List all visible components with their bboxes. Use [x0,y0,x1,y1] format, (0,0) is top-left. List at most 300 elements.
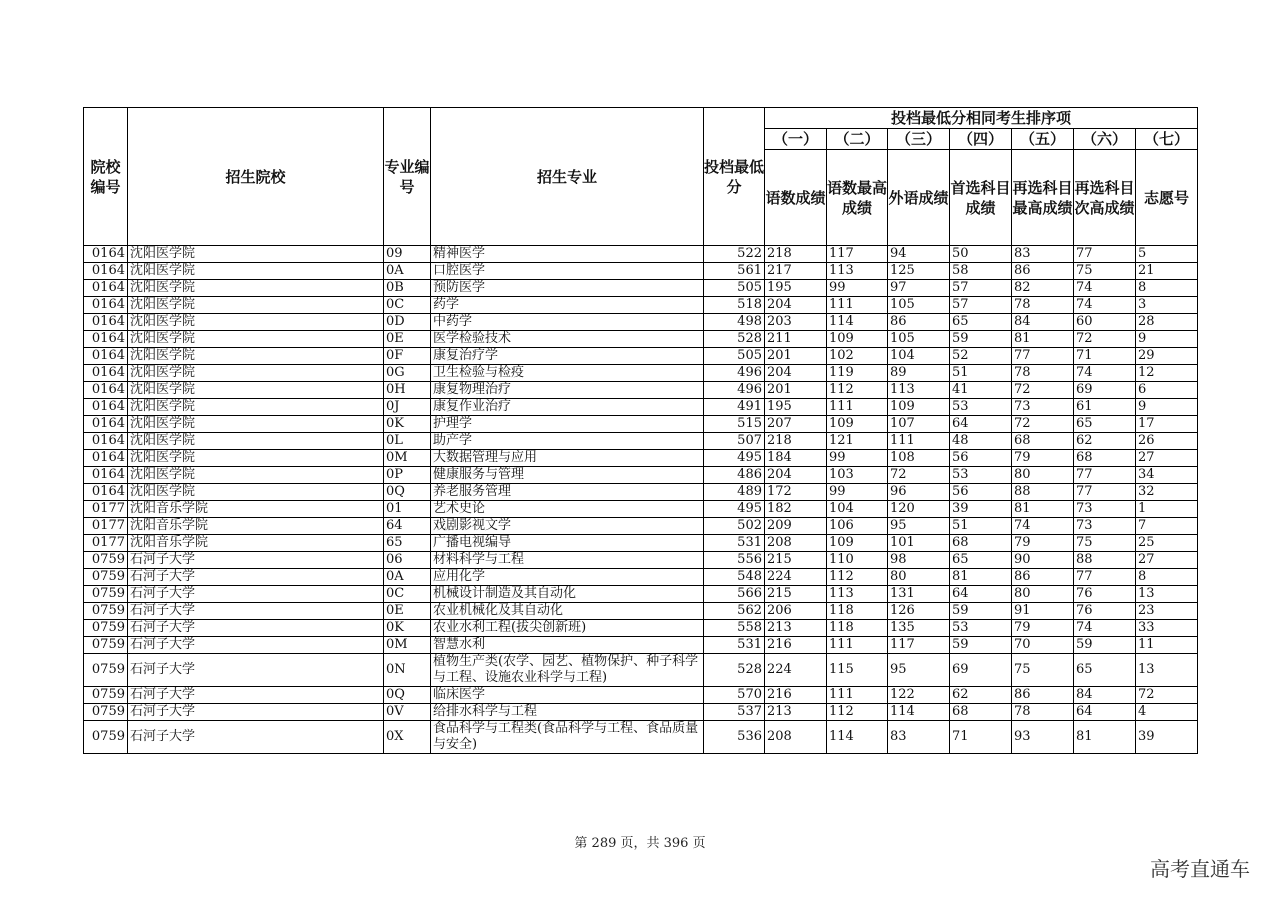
cell-min-score: 505 [704,348,765,365]
cell-school-name: 沈阳音乐学院 [128,501,384,518]
cell-score-1: 184 [765,450,827,467]
cell-min-score: 562 [704,603,765,620]
table-row [84,280,1198,297]
cell-score-4: 64 [950,416,1012,433]
cell-score-1: 201 [765,382,827,399]
cell-score-6: 81 [1074,721,1136,754]
cell-score-3: 108 [888,450,950,467]
cell-school-code: 0164 [84,484,128,501]
cell-score-6: 75 [1074,263,1136,280]
cell-score-6: 69 [1074,382,1136,399]
cell-min-score: 505 [704,280,765,297]
cell-major-name: 农业机械化及其自动化 [431,603,704,620]
cell-score-2: 111 [827,297,888,314]
cell-score-3: 95 [888,518,950,535]
cell-score-5: 86 [1012,569,1074,586]
cell-score-6: 71 [1074,348,1136,365]
cell-major-code: 0C [384,586,431,603]
cell-score-2: 109 [827,535,888,552]
cell-score-7: 13 [1136,586,1198,603]
cell-score-1: 204 [765,365,827,382]
cell-major-code: 01 [384,501,431,518]
cell-major-name: 材料科学与工程 [431,552,704,569]
table-row [84,620,1198,637]
cell-score-5: 80 [1012,586,1074,603]
cell-score-6: 61 [1074,399,1136,416]
cell-major-name: 助产学 [431,433,704,450]
cell-school-name: 沈阳医学院 [128,314,384,331]
cell-score-3: 96 [888,484,950,501]
cell-score-2: 110 [827,552,888,569]
cell-score-2: 102 [827,348,888,365]
cell-score-5: 72 [1012,382,1074,399]
cell-score-2: 114 [827,314,888,331]
header-min-score: 投档最低分 [704,108,765,246]
cell-major-name: 康复治疗学 [431,348,704,365]
cell-score-5: 86 [1012,687,1074,704]
table-row [84,416,1198,433]
cell-score-2: 112 [827,569,888,586]
cell-score-4: 56 [950,484,1012,501]
cell-score-1: 215 [765,552,827,569]
cell-score-4: 57 [950,280,1012,297]
cell-major-code: 0J [384,399,431,416]
cell-score-3: 104 [888,348,950,365]
table-row [84,535,1198,552]
cell-score-6: 77 [1074,569,1136,586]
cell-score-6: 74 [1074,297,1136,314]
cell-school-code: 0164 [84,314,128,331]
cell-major-name: 农业水利工程(拔尖创新班) [431,620,704,637]
cell-score-2: 112 [827,382,888,399]
cell-score-6: 65 [1074,416,1136,433]
cell-school-name: 石河子大学 [128,721,384,754]
cell-score-6: 73 [1074,518,1136,535]
cell-score-4: 41 [950,382,1012,399]
cell-school-name: 石河子大学 [128,586,384,603]
cell-score-1: 201 [765,348,827,365]
cell-major-code: 0A [384,569,431,586]
cell-score-7: 33 [1136,620,1198,637]
cell-school-code: 0164 [84,331,128,348]
cell-score-1: 208 [765,535,827,552]
cell-score-4: 53 [950,467,1012,484]
cell-score-7: 7 [1136,518,1198,535]
header-order-1: （一） [765,129,827,150]
cell-min-score: 496 [704,382,765,399]
table-row [84,484,1198,501]
cell-major-code: 64 [384,518,431,535]
cell-major-code: 0N [384,654,431,687]
cell-score-7: 27 [1136,450,1198,467]
cell-score-5: 90 [1012,552,1074,569]
cell-score-4: 65 [950,314,1012,331]
cell-score-5: 81 [1012,331,1074,348]
cell-score-3: 89 [888,365,950,382]
table-row [84,518,1198,535]
table-row [84,399,1198,416]
cell-major-name: 机械设计制造及其自动化 [431,586,704,603]
cell-min-score: 498 [704,314,765,331]
cell-score-4: 62 [950,687,1012,704]
cell-min-score: 496 [704,365,765,382]
cell-score-5: 68 [1012,433,1074,450]
cell-score-2: 99 [827,484,888,501]
cell-score-3: 122 [888,687,950,704]
cell-score-2: 103 [827,467,888,484]
cell-score-5: 88 [1012,484,1074,501]
cell-major-name: 预防医学 [431,280,704,297]
cell-school-code: 0759 [84,687,128,704]
cell-score-5: 74 [1012,518,1074,535]
cell-score-6: 75 [1074,535,1136,552]
cell-score-4: 39 [950,501,1012,518]
cell-major-code: 0D [384,314,431,331]
cell-score-1: 224 [765,569,827,586]
cell-score-1: 204 [765,467,827,484]
table-row [84,382,1198,399]
cell-min-score: 518 [704,297,765,314]
cell-school-code: 0164 [84,467,128,484]
cell-score-3: 126 [888,603,950,620]
cell-score-1: 216 [765,637,827,654]
cell-major-name: 健康服务与管理 [431,467,704,484]
cell-score-1: 195 [765,280,827,297]
cell-score-7: 32 [1136,484,1198,501]
table-row [84,331,1198,348]
table-row [84,552,1198,569]
cell-major-code: 0H [384,382,431,399]
header-order-7: （七） [1136,129,1198,150]
cell-score-3: 97 [888,280,950,297]
cell-min-score: 566 [704,586,765,603]
cell-score-5: 75 [1012,654,1074,687]
cell-score-5: 70 [1012,637,1074,654]
table-row [84,348,1198,365]
cell-school-code: 0759 [84,552,128,569]
cell-score-5: 86 [1012,263,1074,280]
cell-school-code: 0759 [84,637,128,654]
cell-score-1: 217 [765,263,827,280]
cell-score-7: 12 [1136,365,1198,382]
cell-major-name: 应用化学 [431,569,704,586]
cell-score-4: 65 [950,552,1012,569]
cell-score-4: 58 [950,263,1012,280]
cell-score-2: 113 [827,263,888,280]
cell-score-6: 77 [1074,484,1136,501]
cell-score-7: 26 [1136,433,1198,450]
header-order-3: （三） [888,129,950,150]
cell-major-code: 0Q [384,484,431,501]
cell-score-6: 76 [1074,603,1136,620]
cell-score-4: 53 [950,399,1012,416]
header-order-5: （五） [1012,129,1074,150]
table-header [84,108,1198,246]
cell-score-1: 216 [765,687,827,704]
cell-score-1: 206 [765,603,827,620]
header-col-1: 语数成绩 [765,150,827,246]
cell-score-4: 57 [950,297,1012,314]
cell-min-score: 522 [704,246,765,263]
cell-score-2: 111 [827,399,888,416]
cell-min-score: 531 [704,637,765,654]
cell-major-name: 给排水科学与工程 [431,704,704,721]
cell-score-5: 73 [1012,399,1074,416]
cell-major-name: 中药学 [431,314,704,331]
cell-school-code: 0759 [84,620,128,637]
cell-school-name: 沈阳医学院 [128,484,384,501]
table-row [84,569,1198,586]
cell-major-name: 广播电视编导 [431,535,704,552]
cell-score-2: 117 [827,246,888,263]
cell-major-name: 药学 [431,297,704,314]
cell-major-code: 0K [384,416,431,433]
cell-score-7: 27 [1136,552,1198,569]
cell-score-5: 79 [1012,535,1074,552]
cell-score-2: 114 [827,721,888,754]
cell-min-score: 528 [704,331,765,348]
cell-score-3: 113 [888,382,950,399]
cell-school-name: 石河子大学 [128,603,384,620]
admission-table [83,107,1198,754]
cell-score-5: 78 [1012,704,1074,721]
cell-score-3: 125 [888,263,950,280]
cell-score-4: 53 [950,620,1012,637]
header-school-name: 招生院校 [128,108,384,246]
cell-score-4: 68 [950,535,1012,552]
cell-score-4: 71 [950,721,1012,754]
cell-school-code: 0164 [84,246,128,263]
cell-score-1: 218 [765,433,827,450]
cell-score-7: 25 [1136,535,1198,552]
header-col-5: 再选科目最高成绩 [1012,150,1074,246]
header-order-6: （六） [1074,129,1136,150]
table-row [84,450,1198,467]
cell-major-code: 0K [384,620,431,637]
cell-score-5: 72 [1012,416,1074,433]
cell-score-3: 72 [888,467,950,484]
cell-score-3: 86 [888,314,950,331]
cell-min-score: 507 [704,433,765,450]
table-row [84,687,1198,704]
cell-score-5: 77 [1012,348,1074,365]
cell-major-code: 65 [384,535,431,552]
watermark: 高考直通车 [1150,857,1250,881]
cell-score-6: 74 [1074,365,1136,382]
cell-school-code: 0164 [84,433,128,450]
cell-score-5: 78 [1012,365,1074,382]
table-row [84,637,1198,654]
cell-major-code: 0X [384,721,431,754]
cell-score-6: 73 [1074,501,1136,518]
table-row [84,365,1198,382]
cell-school-name: 沈阳医学院 [128,263,384,280]
cell-major-name: 卫生检验与检疫 [431,365,704,382]
cell-min-score: 515 [704,416,765,433]
cell-score-6: 72 [1074,331,1136,348]
cell-school-name: 沈阳医学院 [128,297,384,314]
cell-major-name: 临床医学 [431,687,704,704]
cell-score-2: 104 [827,501,888,518]
header-order-4: （四） [950,129,1012,150]
cell-major-code: 0L [384,433,431,450]
cell-score-6: 88 [1074,552,1136,569]
header-col-4: 首选科目成绩 [950,150,1012,246]
cell-major-code: 0Q [384,687,431,704]
page-footer: 第 289 页，共 396 页 [574,836,706,851]
cell-school-name: 沈阳医学院 [128,467,384,484]
cell-score-5: 81 [1012,501,1074,518]
cell-score-4: 51 [950,518,1012,535]
cell-score-1: 213 [765,704,827,721]
cell-score-7: 9 [1136,331,1198,348]
cell-min-score: 489 [704,484,765,501]
cell-score-3: 135 [888,620,950,637]
cell-score-7: 5 [1136,246,1198,263]
cell-school-code: 0164 [84,263,128,280]
table-body [84,246,1198,754]
cell-major-name: 智慧水利 [431,637,704,654]
cell-score-3: 80 [888,569,950,586]
cell-score-7: 21 [1136,263,1198,280]
cell-score-2: 112 [827,704,888,721]
cell-school-code: 0759 [84,586,128,603]
cell-score-5: 84 [1012,314,1074,331]
cell-score-5: 83 [1012,246,1074,263]
cell-score-2: 115 [827,654,888,687]
cell-score-1: 203 [765,314,827,331]
cell-school-code: 0164 [84,382,128,399]
cell-major-name: 食品科学与工程类(食品科学与工程、食品质量与安全) [431,721,704,754]
table-row [84,704,1198,721]
table-row [84,654,1198,687]
cell-score-6: 77 [1074,246,1136,263]
cell-major-name: 康复物理治疗 [431,382,704,399]
cell-score-2: 99 [827,280,888,297]
cell-major-code: 0M [384,450,431,467]
cell-score-7: 11 [1136,637,1198,654]
cell-score-5: 78 [1012,297,1074,314]
cell-min-score: 570 [704,687,765,704]
cell-score-1: 218 [765,246,827,263]
cell-score-1: 204 [765,297,827,314]
cell-score-4: 68 [950,704,1012,721]
cell-major-code: 0E [384,331,431,348]
cell-school-name: 石河子大学 [128,552,384,569]
cell-major-code: 0E [384,603,431,620]
cell-major-code: 0P [384,467,431,484]
cell-score-1: 208 [765,721,827,754]
cell-school-name: 沈阳医学院 [128,399,384,416]
cell-score-2: 99 [827,450,888,467]
cell-school-code: 0177 [84,501,128,518]
cell-score-4: 64 [950,586,1012,603]
cell-score-3: 114 [888,704,950,721]
cell-school-code: 0759 [84,704,128,721]
cell-major-code: 0C [384,297,431,314]
cell-major-name: 植物生产类(农学、园艺、植物保护、种子科学与工程、设施农业科学与工程) [431,654,704,687]
table-row [84,297,1198,314]
cell-major-name: 医学检验技术 [431,331,704,348]
cell-score-3: 95 [888,654,950,687]
cell-major-code: 0V [384,704,431,721]
cell-school-name: 沈阳医学院 [128,280,384,297]
cell-score-3: 107 [888,416,950,433]
cell-score-7: 39 [1136,721,1198,754]
cell-score-6: 59 [1074,637,1136,654]
cell-score-4: 69 [950,654,1012,687]
cell-score-6: 76 [1074,586,1136,603]
table-row [84,263,1198,280]
cell-school-code: 0759 [84,603,128,620]
cell-score-4: 48 [950,433,1012,450]
header-col-7: 志愿号 [1136,150,1198,246]
cell-score-5: 93 [1012,721,1074,754]
cell-score-7: 9 [1136,399,1198,416]
cell-min-score: 502 [704,518,765,535]
table-row [84,603,1198,620]
cell-score-3: 94 [888,246,950,263]
cell-school-code: 0759 [84,721,128,754]
cell-score-6: 64 [1074,704,1136,721]
cell-score-3: 131 [888,586,950,603]
cell-score-3: 105 [888,297,950,314]
cell-score-2: 111 [827,687,888,704]
cell-major-code: 0M [384,637,431,654]
cell-min-score: 495 [704,501,765,518]
table-row [84,721,1198,754]
cell-school-name: 石河子大学 [128,704,384,721]
cell-score-7: 6 [1136,382,1198,399]
header-col-2: 语数最高成绩 [827,150,888,246]
cell-score-2: 118 [827,603,888,620]
cell-score-4: 59 [950,331,1012,348]
cell-school-code: 0164 [84,450,128,467]
cell-school-name: 沈阳医学院 [128,416,384,433]
cell-score-1: 209 [765,518,827,535]
cell-score-6: 74 [1074,280,1136,297]
cell-score-1: 215 [765,586,827,603]
cell-school-code: 0759 [84,569,128,586]
cell-score-5: 91 [1012,603,1074,620]
cell-score-6: 68 [1074,450,1136,467]
cell-score-4: 56 [950,450,1012,467]
cell-min-score: 528 [704,654,765,687]
cell-school-code: 0177 [84,518,128,535]
cell-score-2: 109 [827,416,888,433]
cell-score-7: 34 [1136,467,1198,484]
cell-min-score: 486 [704,467,765,484]
cell-score-2: 106 [827,518,888,535]
cell-score-1: 211 [765,331,827,348]
cell-school-code: 0177 [84,535,128,552]
cell-major-code: 0A [384,263,431,280]
cell-score-7: 17 [1136,416,1198,433]
cell-school-name: 石河子大学 [128,654,384,687]
cell-school-name: 沈阳医学院 [128,365,384,382]
cell-major-name: 养老服务管理 [431,484,704,501]
cell-score-3: 105 [888,331,950,348]
cell-score-6: 77 [1074,467,1136,484]
cell-score-7: 28 [1136,314,1198,331]
cell-score-2: 121 [827,433,888,450]
table-row [84,501,1198,518]
cell-major-name: 护理学 [431,416,704,433]
cell-school-name: 石河子大学 [128,569,384,586]
cell-school-name: 沈阳医学院 [128,433,384,450]
cell-major-code: 09 [384,246,431,263]
cell-school-code: 0164 [84,297,128,314]
